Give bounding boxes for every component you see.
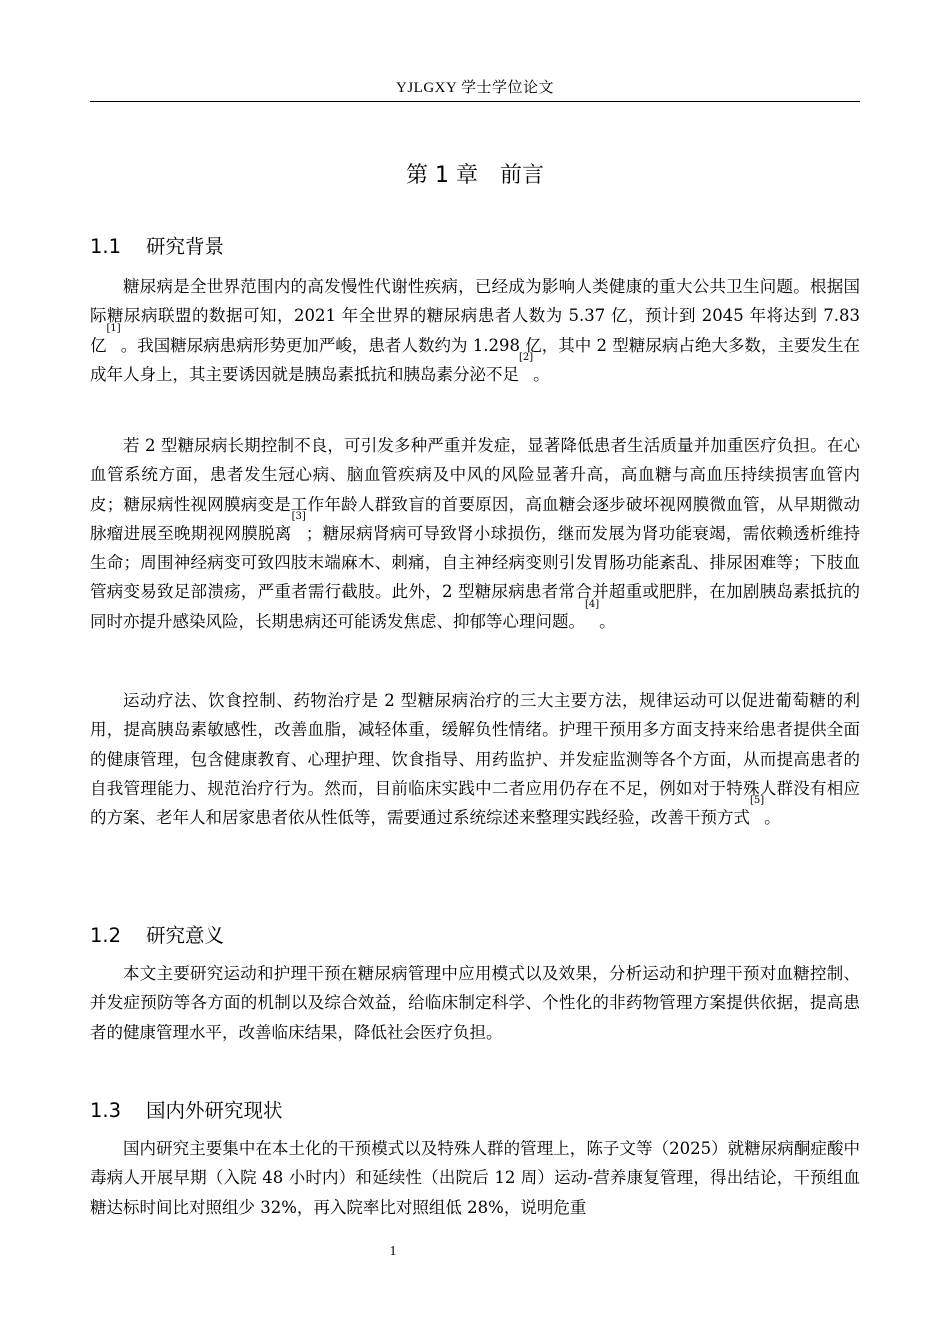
body-paragraph: 若 2 型糖尿病长期控制不良，可引发多种严重并发症，显著降低患者生活质量并加重医疗负担。在心血管系统方面，患者发生冠心病、脑血管疾病及中风的风险显著升高，高血糖与高血压持续损害血管内皮；糖尿病性视网膜病变是工作年龄人群致盲的首要原因，高血糖会逐步破坏视网膜微血管，从早期微动脉瘤进展至晚期视网膜脱离[3]；糖尿病肾病可导致肾小球损伤，继而发展为肾功能衰竭，需依赖透析维持生命；周围神经病变可致四肢末端麻木、刺痛，自主神经病变则引发胃肠功能紊乱、排尿困难等；下肢血管病变易致足部溃疡，严重者需行截肢。此外，2 型糖尿病患者常合并超重或肥胖，在加剧胰岛素抵抗的同时亦提升感染风险，长期患病还可能诱发焦虑、抑郁等心理问题。[4]。 — [90, 436, 861, 631]
body-paragraph: 运动疗法、饮食控制、药物治疗是 2 型糖尿病治疗的三大主要方法，规律运动可以促进葡萄糖的利用，提高胰岛素敏感性，改善血脂，减轻体重，缓解负性情绪。护理干预用多方面支持来给患者提供全面的健康管理，包含健康教育、心理护理、饮食指导、用药监护、并发症监测等各个方面，从而提高患者的自我管理能力、规范治疗行为。然而，目前临床实践中二者应用仍存在不足，例如对于特殊人群没有相应的方案、老年人和居家患者依从性低等，需要通过系统综述来整理实践经验，改善干预方式[5]。 — [90, 691, 860, 828]
running-header: YJLGXY 学士学位论文 — [395, 80, 555, 96]
section-number: 1.1 — [90, 235, 122, 258]
citation: [3] — [291, 510, 306, 522]
section-number: 1.3 — [90, 1099, 122, 1122]
citation: [5] — [750, 795, 765, 807]
header-divider — [90, 101, 860, 102]
chapter-number: 第 1 章 — [406, 163, 478, 188]
citation: [1] — [106, 322, 121, 334]
citation: [2] — [519, 351, 534, 363]
citation: [4] — [585, 598, 600, 610]
chapter-title: 前言 — [499, 163, 544, 188]
page-number: 1 — [389, 1244, 397, 1259]
section-heading — [90, 920, 224, 948]
section-heading — [90, 231, 224, 259]
section-title: 研究背景 — [146, 235, 225, 258]
chapter-heading — [90, 158, 860, 189]
section-heading — [90, 1095, 283, 1123]
body-paragraph: 糖尿病是全世界范围内的高发慢性代谢性疾病，已经成为影响人类健康的重大公共卫生问题。根据国际糖尿病联盟的数据可知，2021 年全世界的糖尿病患者人数为 5.37 亿，预计到 2045 年将达到 7.83 亿[1]。我国糖尿病患病形势更加严峻，患者人数约为 1.298 亿，其中 2 型糖尿病占绝大多数，主要发生在成年人身上，其主要诱因就是胰岛素抵抗和胰岛素分泌不足[2]。 — [90, 277, 860, 384]
body-paragraph: 本文主要研究运动和护理干预在糖尿病管理中应用模式以及效果，分析运动和护理干预对血糖控制、并发症预防等各方面的机制以及综合效益，给临床制定科学、个性化的非药物管理方案提供依据，提高患者的健康管理水平，改善临床结果，降低社会医疗负担。 — [90, 964, 860, 1042]
section-title: 国内外研究现状 — [146, 1099, 283, 1122]
section-number: 1.2 — [90, 924, 122, 947]
section-title: 研究意义 — [146, 924, 225, 947]
body-paragraph: 国内研究主要集中在本土化的干预模式以及特殊人群的管理上，陈子文等（2025）就糖尿病酮症酸中毒病人开展早期（入院 48 小时内）和延续性（出院后 12 周）运动-营养康复管理，得出结论，干预组血糖达标时间比对照组少 32%，再入院率比对照组低 28%，说明危重 — [90, 1139, 860, 1217]
